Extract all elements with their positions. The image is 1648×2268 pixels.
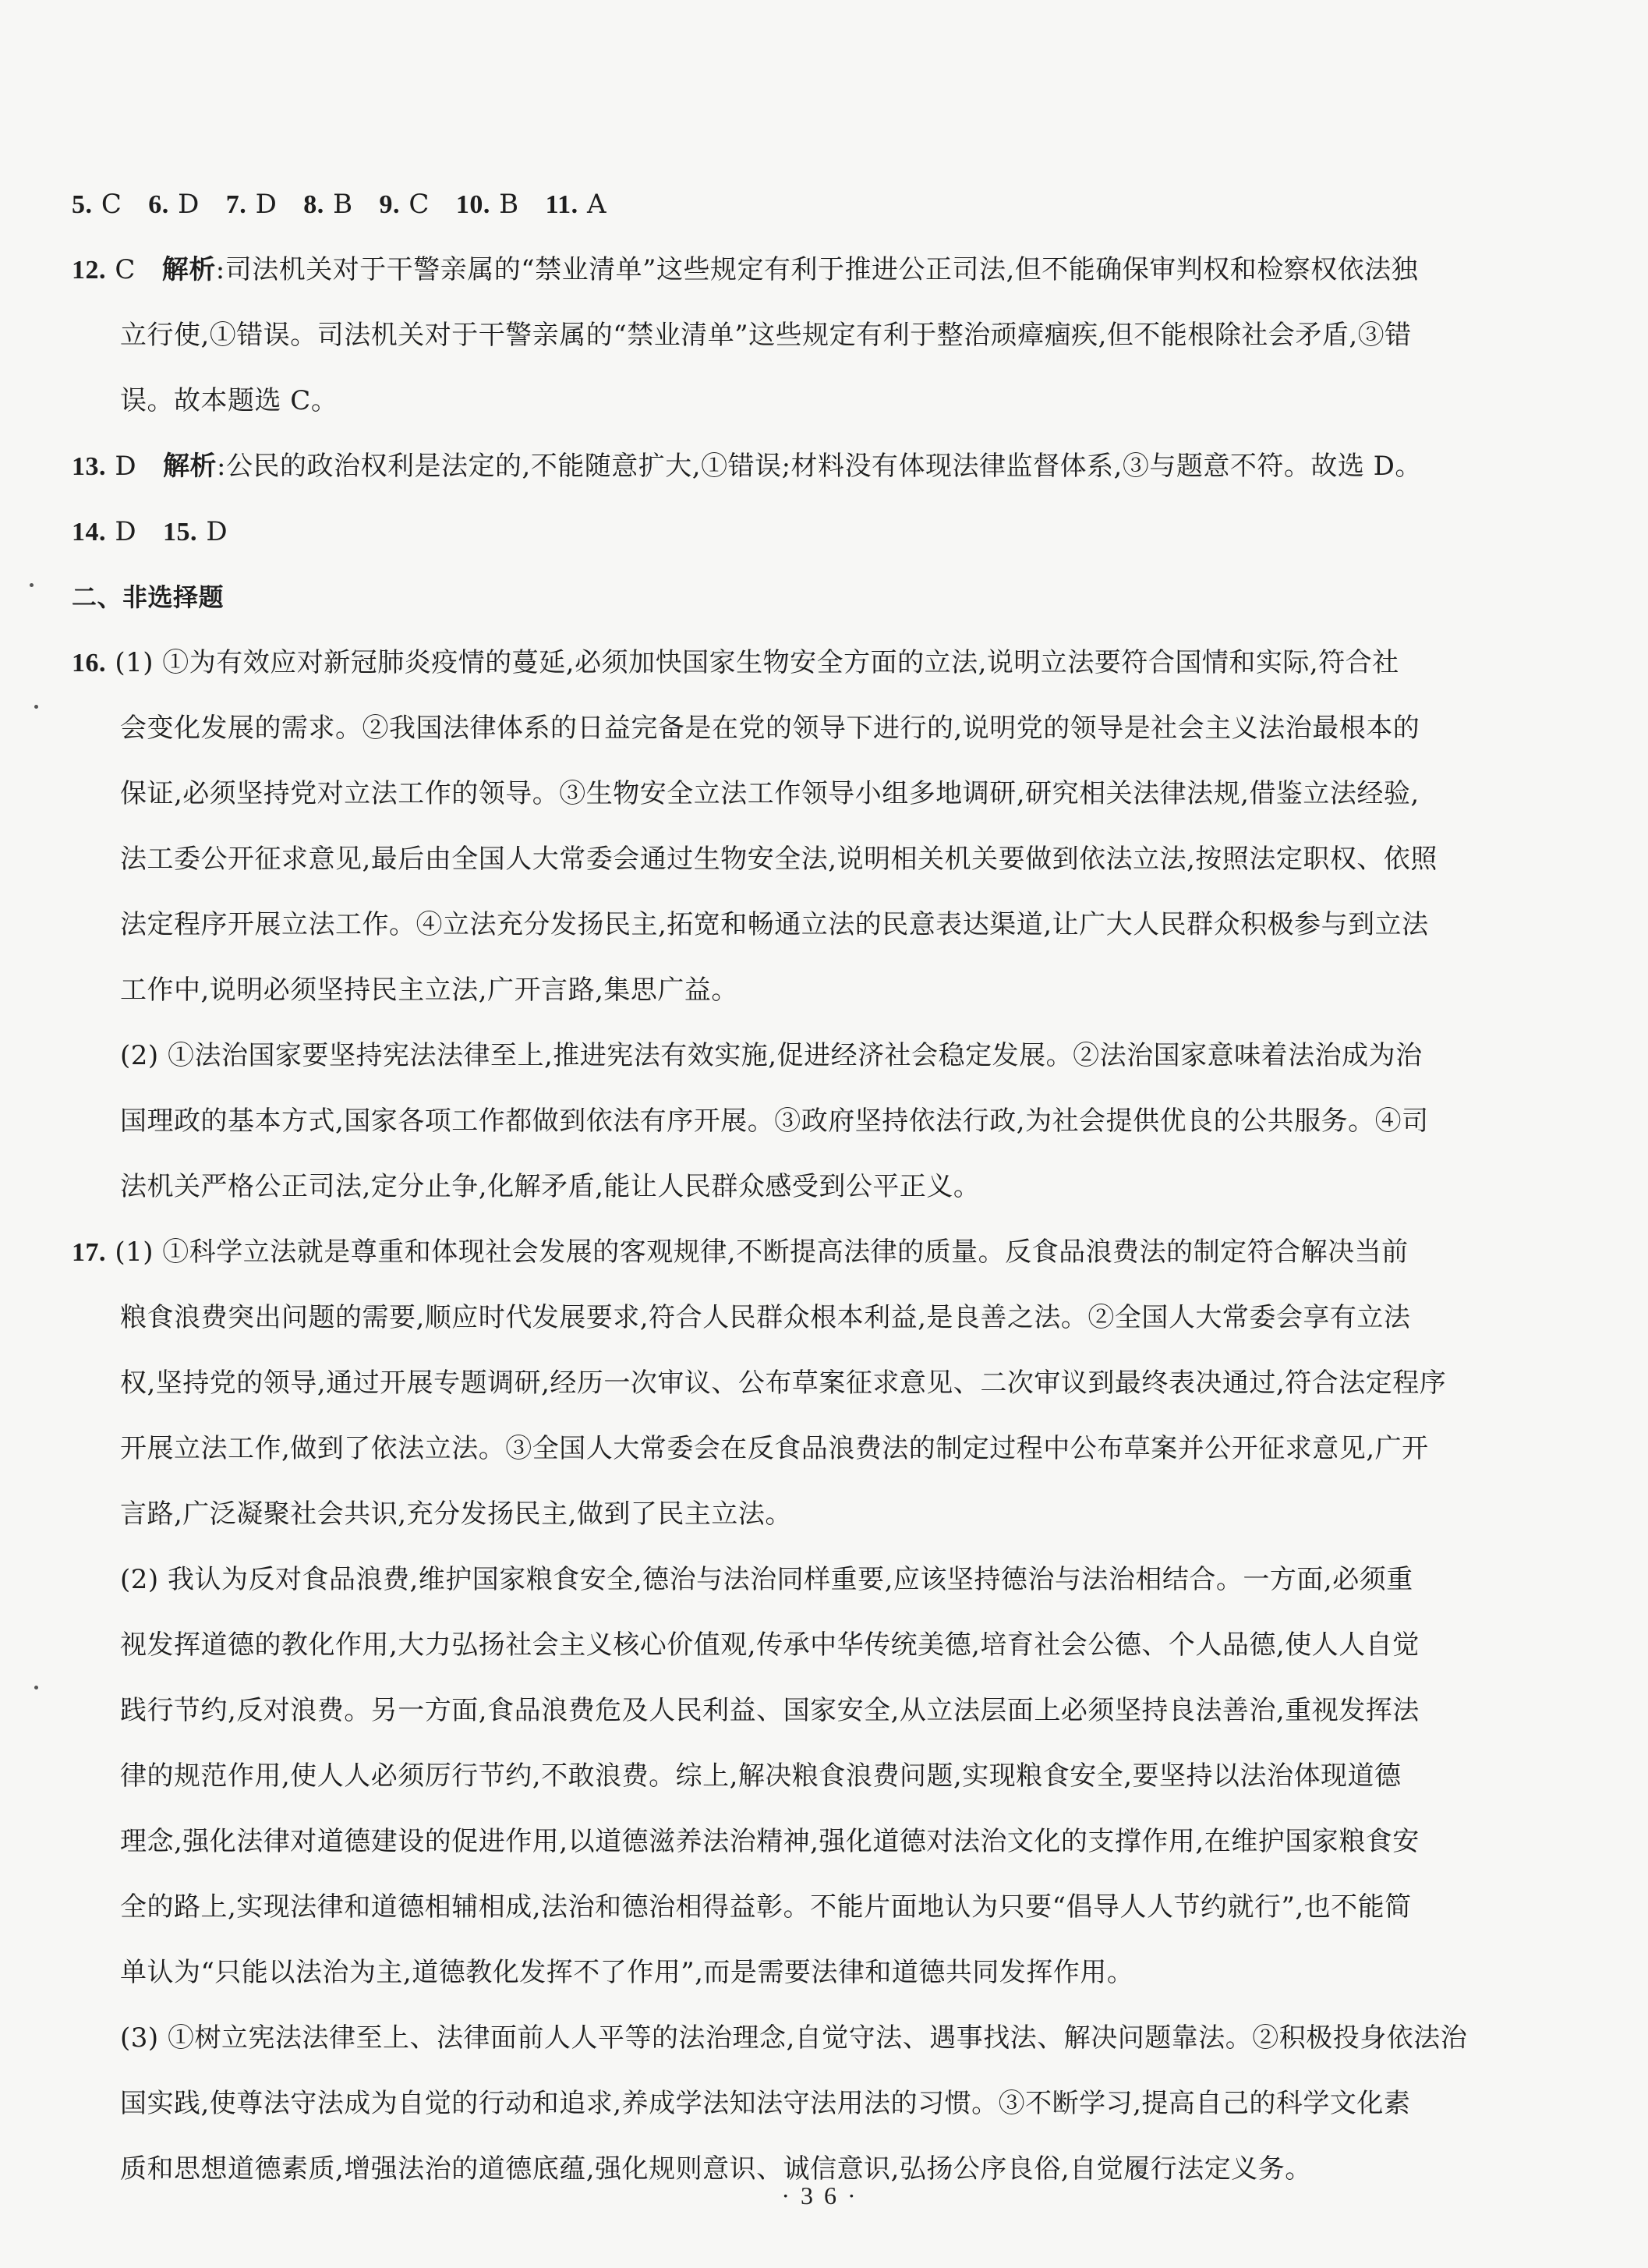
q17-part1-line: 权,坚持党的领导,通过开展专题调研,经历一次审议、公布草案征求意见、二次审议到最终表决通过,符合法定程序: [120, 1368, 1447, 1399]
q17-part2-line: 律的规范作用,使人人必须厉行节约,不敢浪费。综上,解决粮食浪费问题,实现粮食安全,要坚持以法治体现道德: [120, 1760, 1402, 1792]
q17-part3-line: (3) ①树立宪法法律至上、法律面前人人平等的法治理念,自觉守法、遇事找法、解决问题靠法。②积极投身依法治: [120, 2022, 1468, 2054]
q16-part2-line: 国理政的基本方式,国家各项工作都做到依法有序开展。③政府坚持依法行政,为社会提供优良的公共服务。④司: [120, 1106, 1429, 1137]
q17-line-1: 17. (1) ①科学立法就是尊重和体现社会发展的客观规律,不断提高法律的质量。反食品浪费法的制定符合解决当前: [72, 1237, 1409, 1268]
q12-line-1: 12. C 解析:司法机关对于干警亲属的“禁业清单”这些规定有利于推进公正司法,但不能确保审判权和检察权依法独: [72, 254, 1419, 285]
q16-part2-line: (2) ①法治国家要坚持宪法法律至上,推进宪法有效实施,促进经济社会稳定发展。②法治国家意味着法治成为治: [120, 1040, 1423, 1071]
q16-part2-line: 法机关严格公正司法,定分止争,化解矛盾,能让人民群众感受到公平正义。: [120, 1171, 981, 1202]
q16-part1-line: 会变化发展的需求。②我国法律体系的日益完备是在党的领导下进行的,说明党的领导是社会主义法治最根本的: [120, 713, 1420, 744]
q16-part1-line: 法定程序开展立法工作。④立法充分发扬民主,拓宽和畅通立法的民意表达渠道,让广大人民群众积极参与到立法: [120, 909, 1429, 940]
answer-page: [72, 172, 1498, 2202]
q17-part2-line: 视发挥道德的教化作用,大力弘扬社会主义核心价值观,传承中华传统美德,培育社会公德、个人品德,使人人自觉: [120, 1629, 1420, 1661]
answers-14-15: 14. D 15. D: [72, 516, 228, 547]
q13-line: 13. D 解析:公民的政治权利是法定的,不能随意扩大,①错误;材料没有体现法律监督体系,③与题意不符。故选 D。: [72, 451, 1422, 482]
q12-line-3: 误。故本题选 C。: [120, 385, 338, 416]
q17-part1-line: 开展立法工作,做到了依法立法。③全国人大常委会在反食品浪费法的制定过程中公布草案并公开征求意见,广开: [120, 1433, 1429, 1464]
scan-speck: [34, 705, 38, 709]
q16-part1-line: 法工委公开征求意见,最后由全国人大常委会通过生物安全法,说明相关机关要做到依法立法,按照法定职权、依照: [120, 844, 1438, 875]
q17-part3-line: 质和思想道德素质,增强法治的道德底蕴,强化规则意识、诚信意识,弘扬公序良俗,自觉履行法定义务。: [120, 2153, 1312, 2185]
section-heading: 二、非选择题: [72, 582, 225, 612]
q17-part1-line: 言路,广泛凝聚社会共识,充分发扬民主,做到了民主立法。: [120, 1498, 792, 1530]
q17-part2-line: 践行节约,反对浪费。另一方面,食品浪费危及人民利益、国家安全,从立法层面上必须坚持良法善治,重视发挥法: [120, 1695, 1420, 1726]
scan-speck: [34, 1686, 38, 1690]
answers-5-to-11: 5. C 6. D 7. D 8. B 9. C 10. B 11. A: [72, 189, 607, 220]
q17-part3-line: 国实践,使尊法守法成为自觉的行动和追求,养成学法知法守法用法的习惯。③不断学习,提高自己的科学文化素: [120, 2088, 1411, 2119]
q17-part2-line: 理念,强化法律对道德建设的促进作用,以道德滋养法治精神,强化道德对法治文化的支撑作用,在维护国家粮食安: [120, 1826, 1420, 1857]
q17-part2-line: (2) 我认为反对食品浪费,维护国家粮食安全,德治与法治同样重要,应该坚持德治与法治相结合。一方面,必须重: [120, 1564, 1413, 1595]
q12-line-2: 立行使,①错误。司法机关对于干警亲属的“禁业清单”这些规定有利于整治顽瘴痼疾,但不能根除社会矛盾,③错: [120, 320, 1412, 351]
page-number: ·36·: [781, 2181, 867, 2210]
q17-part2-line: 全的路上,实现法律和道德相辅相成,法治和德治相得益彰。不能片面地认为只要“倡导人人节约就行”,也不能简: [120, 1891, 1412, 1923]
q16-part1-line: 保证,必须坚持党对立法工作的领导。③生物安全立法工作领导小组多地调研,研究相关法律法规,借鉴立法经验,: [120, 778, 1420, 809]
q17-part2-line: 单认为“只能以法治为主,道德教化发挥不了作用”,而是需要法律和道德共同发挥作用。: [120, 1957, 1134, 1988]
scan-speck: [30, 583, 34, 587]
q16-line-1: 16. (1) ①为有效应对新冠肺炎疫情的蔓延,必须加快国家生物安全方面的立法,说明立法要符合国情和实际,符合社: [72, 647, 1399, 678]
q17-part1-line: 粮食浪费突出问题的需要,顺应时代发展要求,符合人民群众根本利益,是良善之法。②全国人大常委会享有立法: [120, 1302, 1411, 1333]
q16-part1-line: 工作中,说明必须坚持民主立法,广开言路,集思广益。: [120, 975, 738, 1006]
